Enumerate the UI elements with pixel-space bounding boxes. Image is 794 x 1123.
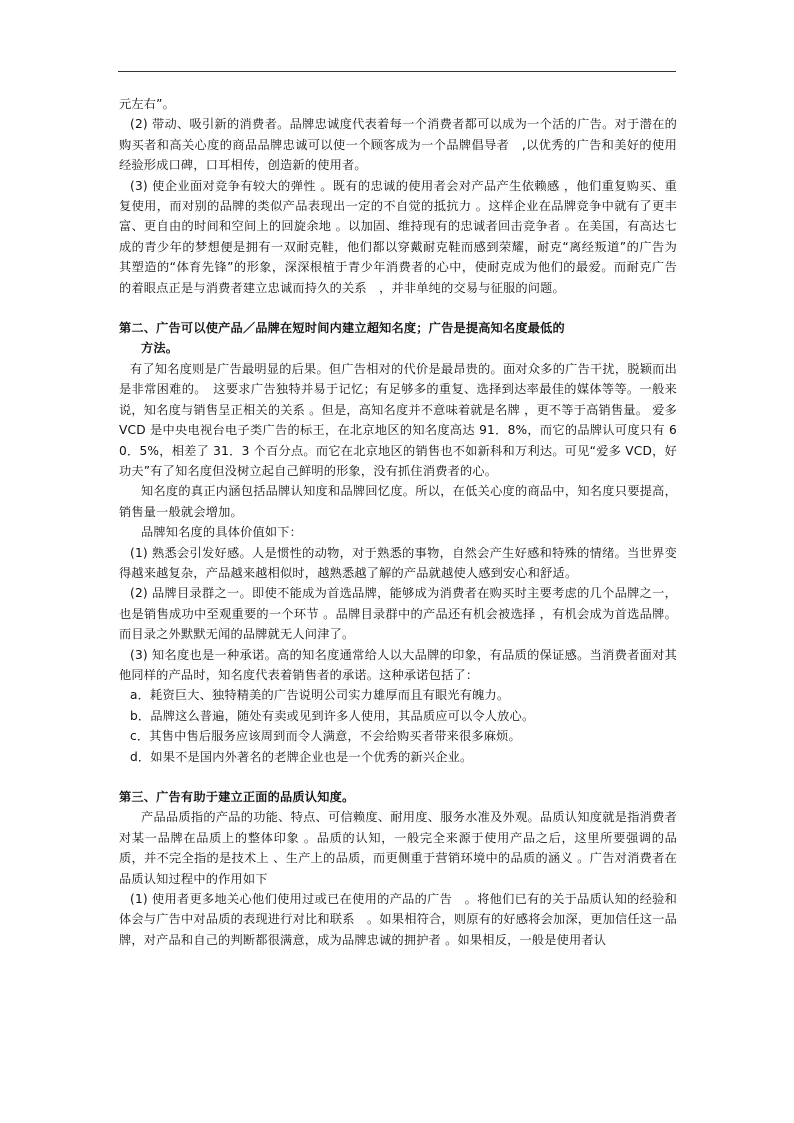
paragraph-awareness-value-intro: 品牌知名度的具体价值如下： — [141, 525, 303, 540]
paragraph-value-2: (2) 品牌目录群之一。即使不能成为首选品牌，能够成为消费者在购买时主要考虑的几个品牌之一，也是销售成功中至观重要的一个环节 。品牌目录群中的产品还有机会被选择 ，有机会成为首选品牌。而目录之外默默无闻的品牌就无人问津了。 — [119, 586, 677, 642]
paragraph-awareness-meaning: 知名度的真正内涵包括品牌认知度和品牌回忆度。所以，在低关心度的商品中，知名度只要提高，销售量一般就会增加。 — [119, 484, 677, 519]
list-item-c: c．其售中售后服务应该周到而令人满意，不会给购买者带来很多麻烦。 — [130, 729, 521, 744]
section-gap — [119, 767, 677, 787]
paragraph-awareness: 有了知名度则是广告最明显的后果。但广告相对的代价是最昂贵的。面对众多的广告干扰，脱颖而出是非常困难的。 这要求广告独特并易于记忆；有足够多的重复、选择到达率最佳的媒体等等。一般来说，知名度与销售呈正相关的关系 。但是，高知名度并不意味着就是名牌 ，更不等于高销售量。 爱多 VCD 是中央电视台电子类广告的标王，在北京地区的知名度高达 91．8%，而它的品牌认可度只有 60．5%，相差了 31．3 个百分点。而它在北京地区的销售也不如新科和万利达。可见“爱多 VCD，好功夫”有了知名度但没树立起自己鲜明的形象，没有抓住消费者的心。 — [119, 361, 677, 478]
header-rule — [118, 71, 676, 72]
section-heading-2: 第二、广告可以使产品／品牌在短时间内建立超知名度；广告是提高知名度最低的 — [119, 321, 565, 336]
paragraph-value-3: (3) 知名度也是一种承诺。高的知名度通常给人以大品牌的印象，有品质的保证感。当消费者面对其他同样的产品时，知名度代表着销售者的承诺。这种承诺包括了： — [119, 647, 677, 682]
list-item-b: b．品牌这么普遍，随处有卖或见到许多人使用，其品质应可以令人放心。 — [130, 708, 535, 723]
paragraph-quality-point-1: (1) 使用者更多地关心他们使用过或已在使用的产品的广告 。将他们已有的关于品质认知的经验和体会与广告中对品质的表现进行对比和联系 。如果相符合，则原有的好感将会加深，更加信任这一品牌，对产品和自己的判断都很满意，成为品牌忠诚的拥护者 。如果相反，一般是使用者认 — [119, 892, 677, 947]
paragraph-continuation: 元左右”。 — [119, 97, 176, 111]
section-gap — [119, 298, 677, 318]
section-heading-2-continuation: 方法。 — [141, 341, 179, 356]
paragraph-quality: 产品品质指的产品的功能、特点、可信赖度、耐用度、服务水准及外观。品质认知度就是指消费者对某一品牌在品质上的整体印象 。品质的认知，一般完全来源于使用产品之后，这里所要强调的品质，并不完全指的是技术上 、生产上的品质，而更侧重于营销环境中的品质的涵义 。广告对消费者在品质认知过程中的作用如下 — [119, 810, 677, 886]
paragraph-point-2: (2) 带动、吸引新的消费者。品牌忠诚度代表着每一个消费者都可以成为一个活的广告。对于潜在的购买者和高关心度的商品品牌忠诚可以使一个顾客成为一个品牌倡导者 ,以优秀的广告和美好的使用经验形成口碑，口耳相传，创造新的使用者。 — [119, 117, 677, 173]
paragraph-value-1: (1) 熟悉会引发好感。人是惯性的动物，对于熟悉的事物，自然会产生好感和特殊的情绪。当世界变得越来越复杂，产品越来越相似时，越熟悉越了解的产品就越使人感到安心和舒适。 — [119, 545, 677, 580]
document-body — [119, 94, 677, 950]
paragraph-point-3: (3) 使企业面对竞争有较大的弹性 。既有的忠诚的使用者会对产品产生依赖感 ，他们重复购买、重复使用，而对别的品牌的类似产品表现出一定的不自觉的抵抗力 。这样企业在品牌竞争中就有了更丰富、更自由的时间和空间上的回旋余地 。以加固、维持现有的忠诚者回击竞争者 。在美国，有高达七成的青少年的梦想便是拥有一双耐克鞋，他们都以穿戴耐克鞋而感到荣耀，耐克“离经叛道”的广告为其塑造的“体育先锋”的形象，深深根植于青少年消费者的心中，使耐克成为他们的最爱。而耐克广告的着眼点正是与消费者建立忠诚而持久的关系 ，并非单纯的交易与征服的问题。 — [119, 178, 677, 295]
list-item-d: d．如果不是国内外著名的老牌企业也是一个优秀的新兴企业。 — [130, 749, 473, 764]
list-item-a: a．耗资巨大、独特精美的广告说明公司实力雄厚而且有眼光有魄力。 — [130, 688, 510, 703]
section-heading-3: 第三、广告有助于建立正面的品质认知度。 — [119, 790, 355, 804]
